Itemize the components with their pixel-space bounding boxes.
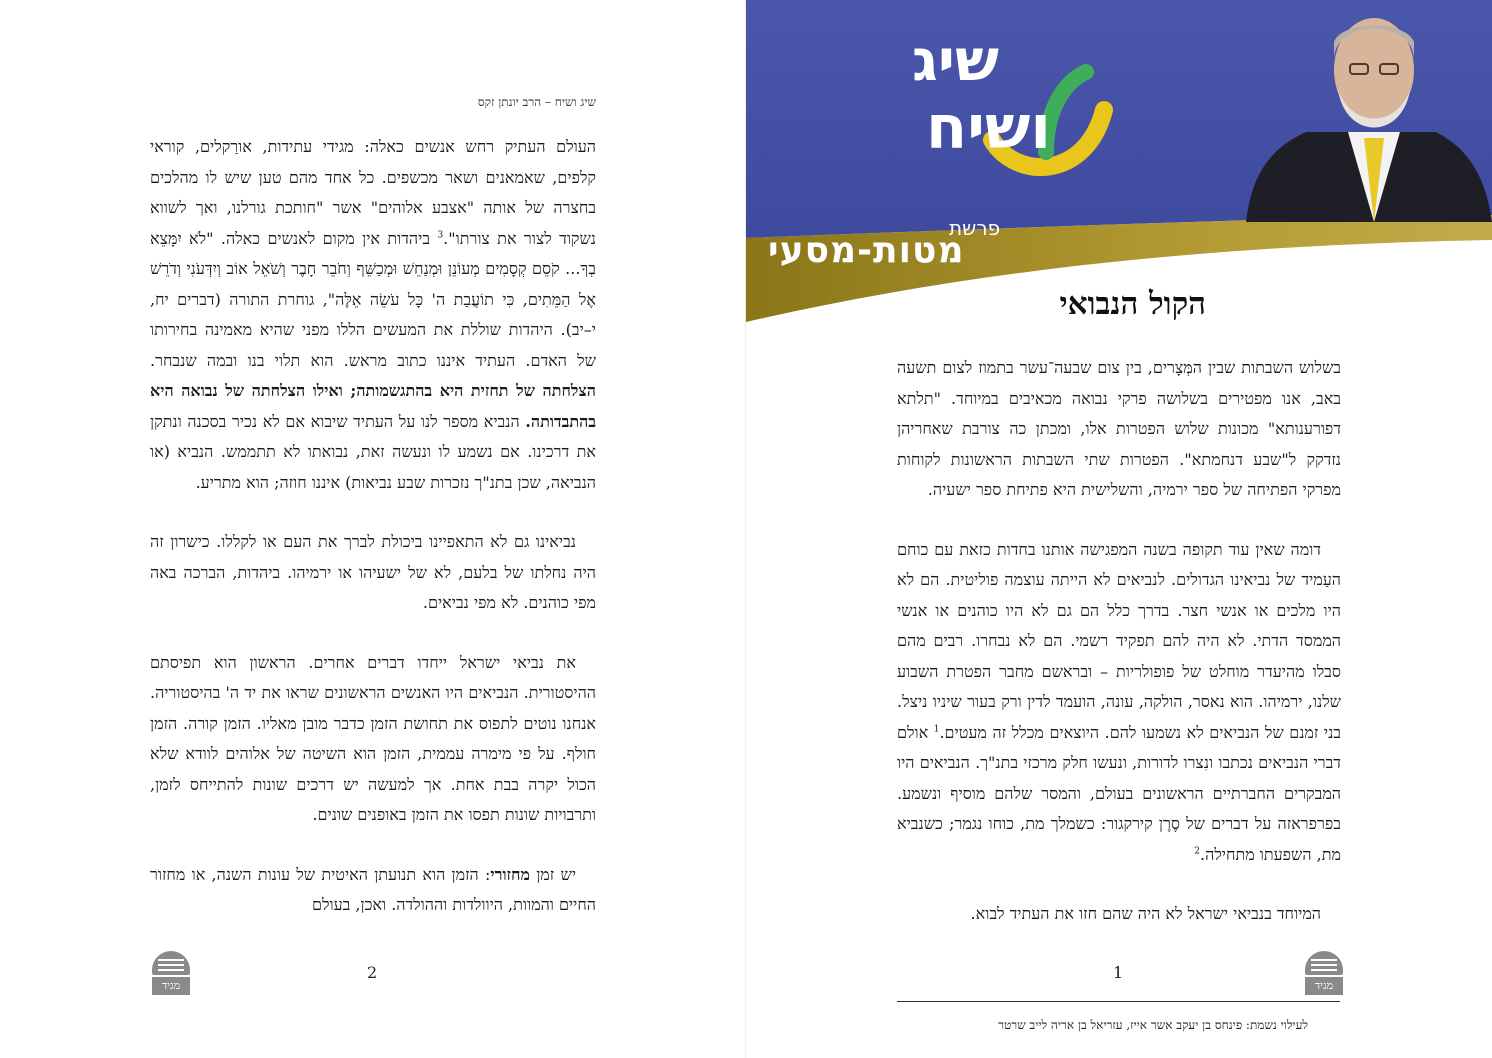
text-run: יש זמן (529, 864, 577, 884)
paragraph (150, 132, 596, 498)
parasha-label: פרשת (949, 216, 1001, 240)
page-number: 2 (367, 963, 378, 982)
publisher-logo (152, 951, 190, 995)
text-run: דומה שאין עוד תקופה בשנה המפגישה אותנו בחדות כזאת עם כוחם העַמיד של נביאינו הגדולים. לנביאים לא הייתה עוצמה פוליטית. הם לא היו מלכים או אנשי חצר. בדרך כלל הם גם לא היו כוהנים או אנשי הממסד הדתי. לא היה להם תפקיד רשמי. הם לא נבחרו. רבים מהם סבלו מהיעדר מוחלט של פופולריות – ובראשם מחבר הפטרת השבוע שלנו, ירמיהו. הוא נאסר, הולקה, עונה, הועמד לדין ורק בעור שיניו ניצל. בני זמנם של הנביאים לא נשמעו להם. היוצאים מכלל זה מעטים. (897, 539, 1342, 742)
bold-text: הצלחתה של תחזית היא בהתגשמותה; ואילו הצלחתה של נבואה היא בהתבדותה. (150, 381, 596, 431)
paragraph (150, 648, 596, 831)
text-run: העולם העתיק רחש אנשים כאלה: מגידי עתידות, אורַקלים, קוראי קלפים, שאמאנים ושאר מכשפים. כל אחד מהם טען שיש לו מהלכים בחצרה של אותה "אצבע אלוהים" אשר "חותכת גורלנו, ואך לשווא נשקוד לצור את צורתו". (150, 137, 597, 248)
text-run: ביהדות אין מקום לאנשים כאלה. "לֹא יִמָּצֵא בְךָ... קֹסֵם קְסָמִים מְעוֹנֵן וּמְנַחֵשׁ וּמְכַשֵּׁף וְחֹבֵר חָבֶר וְשֹׁאֵל אוֹב וְיִדְּעֹנִי וְדֹרֵשׁ אֶל הַמֵּתִים, כִּי תוֹעֲבַת ה' כָּל עֹשֵׂה אֵלֶּה", גוחרת התורה (דברים יח, י–יב). היהדות שוללת את המעשים הללו מפני שהיא מאמינה בחירותו של האדם. העתיד איננו כתוב מראש. הוא תלוי בנו ובמה שנבחר. (150, 228, 596, 370)
text-run: המיוחד בנביאי ישראל לא היה שהם חזו את העתיד לבוא. (970, 904, 1321, 923)
article-title: הקול הנבואי (1059, 286, 1206, 322)
paragraph (897, 899, 1341, 930)
dome-icon (1305, 951, 1343, 975)
paragraph (897, 353, 1341, 506)
footnote-ref: 2 (1194, 846, 1200, 857)
bold-text: מחזורי (490, 864, 530, 884)
page-right (746, 0, 1492, 1058)
running-head: שיג ושיח – הרב יונתן זקס (477, 95, 596, 109)
text-run: הנביא מספר לנו על העתיד שיבוא אם לא נכיר בסכנה ונתקן את דרכינו. אם נשמע לו ונעשה זאת, נבואתו לא תתממש. הנביא (או הנביאה, שכן בתנ"ך נזכרות שבע נביאות) איננו חוזה; הוא מתריע. (150, 411, 596, 492)
left-text-column (150, 132, 596, 921)
footer-rule (897, 1001, 1340, 1002)
text-run: אולם דברי הנביאים נכתבו ונִצרו לדורות, ונעשו חלק מרכזי בתנ"ך. הנביאים היו המבקרים החברתיים הראשונים בעולם, והמסר שלהם מוסיף ונשמע. בפרפראזה על דברים של סֶרֶן קירקגור: כשמלך מת, כוחו נגמר; כשנביא מת, השפעתו מתחילה. (897, 722, 1342, 864)
text-run: נביאינו גם לא התאפיינו ביכולת לברך את העם או לקללו. כישרון זה היה נחלתו של בלעם, לא של ישעיהו או ירמיהו. ביהדות, הברכה באה מפי כוהנים. לא מפי נביאים. (150, 532, 596, 612)
series-title (746, 0, 1051, 200)
series-title-line1: שיג (912, 26, 999, 94)
footnote-ref: 3 (437, 230, 444, 241)
paragraph (150, 527, 596, 619)
paragraph (150, 860, 596, 921)
dome-icon (152, 951, 190, 975)
parasha-name: מטות-מסעי (768, 230, 965, 271)
page-number: 1 (1113, 963, 1124, 982)
series-title-line2: ושיח (926, 93, 1051, 163)
text-run: : הזמן הוא תנועתן האיטית של עונות השנה, או מחזור החיים והמוות, היוולדות וההולדה. ואכן, בעולם (150, 864, 596, 914)
publisher-logo (1305, 951, 1343, 995)
publisher-logo-label: מגיד (152, 977, 190, 995)
header-banner (746, 0, 1492, 325)
text-run: את נביאי ישראל ייחדו דברים אחרים. הראשון הוא תפיסתם ההיסטורית. הנביאים היו האנשים הראשונים שראו את יד ה' בהיסטוריה. אנחנו נוטים לתפוס את תחושת הזמן כדבר מובן מאליו. הזמן קורה. הזמן חולף. על פי מימרה עממית, הזמן הוא השיטה של אלוהים לוודא שלא הכול יקרה בבת אחת. אך למעשה יש דרכים שונות להתייחס לזמן, ותרבויות שונות תפסו את הזמן באופנים שונים. (150, 652, 596, 824)
paragraph (897, 535, 1341, 871)
right-text-column (897, 353, 1341, 930)
footnote-ref: 1 (933, 724, 940, 735)
publisher-logo-label: מגיד (1305, 977, 1343, 995)
text-run: בשלוש השבתות שבין המְּצָרים, בין צום שבעה־עשר בתמוז לצום תשעה באב, אנו מפטירים בשלושה פרקי נבואה מכאיבים במיוחד. "תלתא דפורענותא" מכונות שלוש הפטרות אלו, ומכתן כה צורבת שאחריהן נזדקק ל"שבע דנחמתא". הפטרות שתי השבתות הראשונות לקוחות מפרקי הפתיחה של ספר ירמיה, והשלישית היא פתיחת ספר ישעיה. (897, 358, 1341, 499)
dedication: לעילוי נשמת: פינחס בן יעקב אשר אייז, עזריאל בן אריה לייב שרטר (998, 1018, 1308, 1032)
